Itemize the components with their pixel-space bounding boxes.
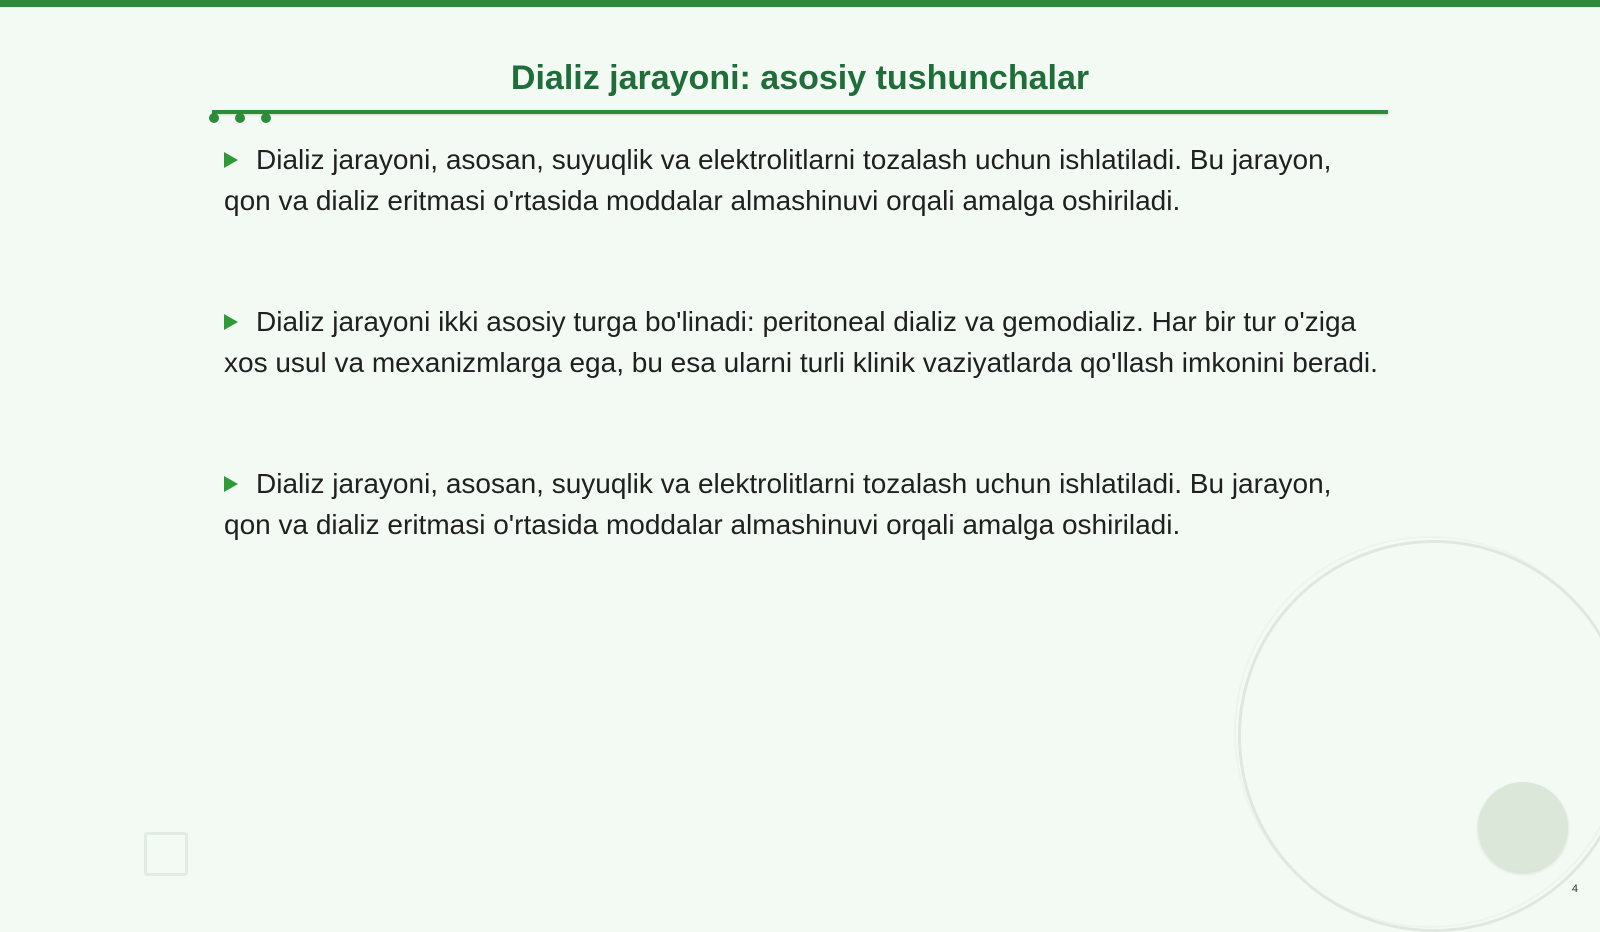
paragraph-text: Dializ jarayoni, asosan, suyuqlik va elektrolitlarni tozalash uchun ishlatiladi. Bu jarayon, qon va dializ eritmasi o'rtasida moddalar almashinuvi orqali amalga oshiriladi. — [224, 468, 1332, 540]
decorative-dot — [209, 113, 219, 123]
decorative-ring — [1238, 540, 1600, 932]
decorative-dot — [235, 113, 245, 123]
decorative-dot — [261, 113, 271, 123]
top-accent-bar — [0, 0, 1600, 7]
decorative-square — [144, 832, 188, 876]
slide-body — [224, 140, 1384, 626]
bullet-paragraph — [224, 464, 1384, 545]
bullet-paragraph — [224, 140, 1384, 221]
decorative-disc — [1478, 782, 1568, 872]
slide-title: Dializ jarayoni: asosiy tushunchalar — [510, 59, 1090, 97]
paragraph-text: Dializ jarayoni, asosan, suyuqlik va elektrolitlarni tozalash uchun ishlatiladi. Bu jarayon, qon va dializ eritmasi o'rtasida moddalar almashinuvi orqali amalga oshiriladi. — [224, 144, 1332, 216]
bullet-paragraph — [224, 302, 1384, 383]
title-underline — [212, 110, 1388, 114]
page-number: 4 — [1571, 883, 1578, 895]
triangle-bullet-icon — [224, 476, 238, 492]
triangle-bullet-icon — [224, 314, 238, 330]
triangle-bullet-icon — [224, 152, 238, 168]
paragraph-text: Dializ jarayoni ikki asosiy turga bo'linadi: peritoneal dializ va gemodializ. Har bir tur o'ziga xos usul va mexanizmlarga ega, bu esa ularni turli klinik vaziyatlarda qo'llash imkonini beradi. — [224, 306, 1378, 378]
